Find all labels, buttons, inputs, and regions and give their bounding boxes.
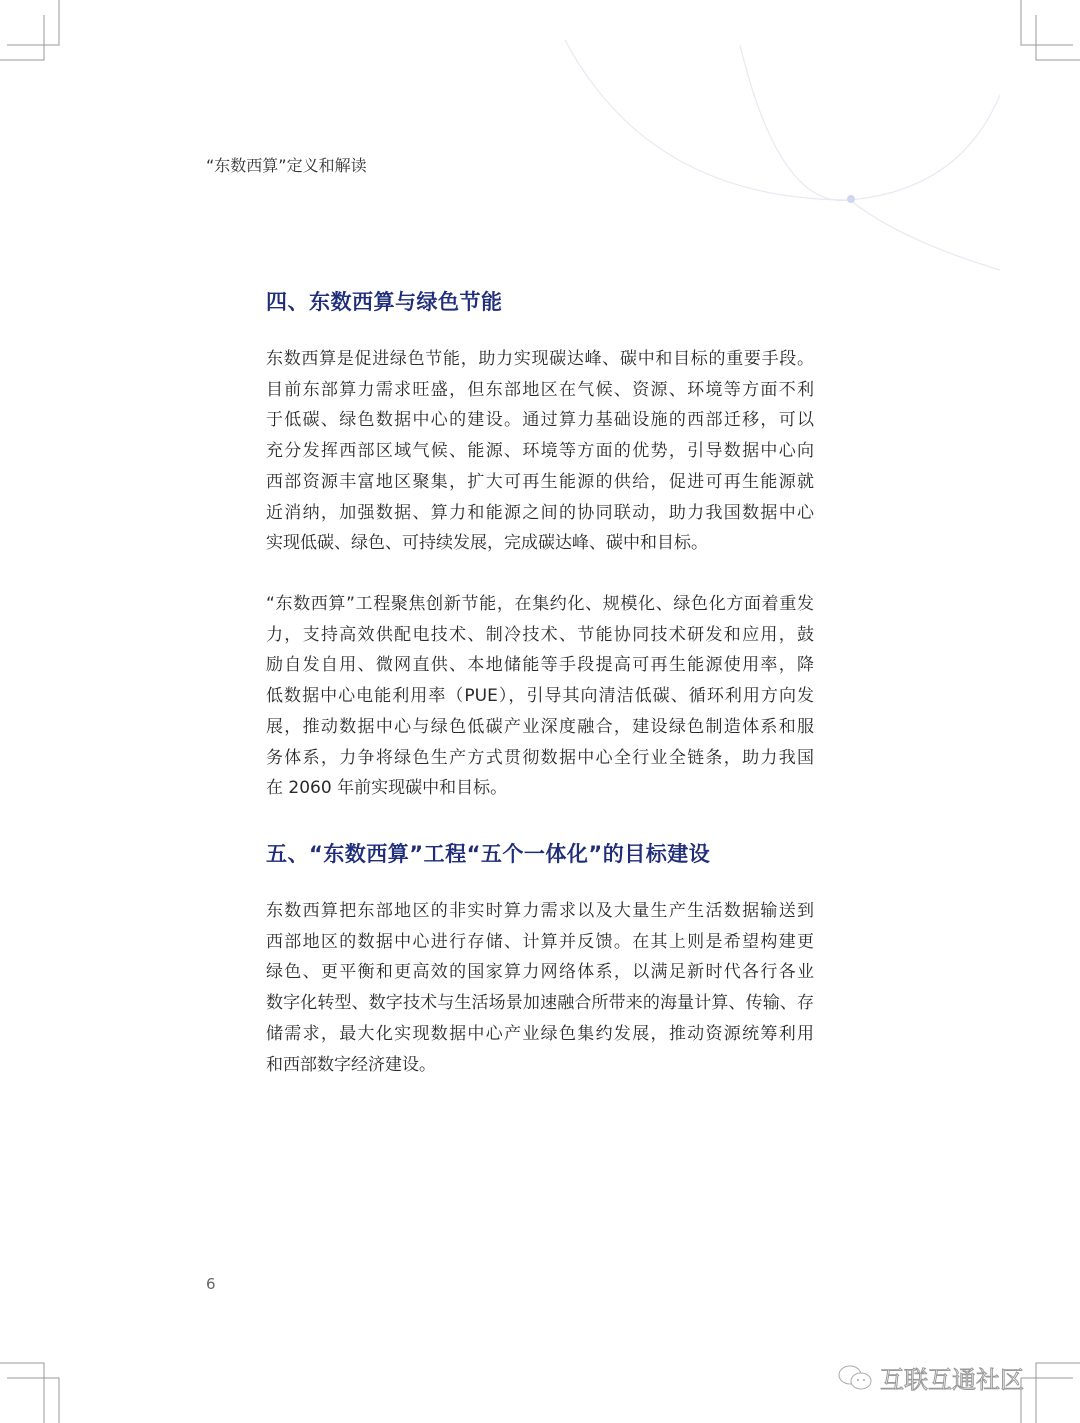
- text-line: 励自发自用、微网直供、本地储能等手段提高可再生能源使用率，降: [266, 655, 814, 676]
- text-line: 西部资源丰富地区聚集，扩大可再生能源的供给，促进可再生能源就: [266, 471, 814, 492]
- text-line: “东数西算”工程聚焦创新节能，在集约化、规模化、绿色化方面着重发: [266, 594, 814, 614]
- text-line: 和西部数字经济建设。: [266, 1054, 436, 1075]
- running-head: “东数西算”定义和解读: [206, 156, 367, 175]
- paragraph: [266, 344, 814, 559]
- text-line: 于低碳、绿色数据中心的建设。通过算力基础设施的西部迁移，可以: [266, 410, 814, 431]
- watermark: [836, 1360, 1024, 1395]
- text-line: 东数西算是促进绿色节能，助力实现碳达峰、碳中和目标的重要手段。: [266, 349, 814, 369]
- text-line: 低数据中心电能利用率（PUE），引导其向清洁低碳、循环利用方向发: [266, 686, 814, 707]
- text-line: 近消纳，加强数据、算力和能源之间的协同联动，助力我国数据中心: [266, 502, 814, 523]
- paragraph: [266, 589, 814, 804]
- text-line: 数字化转型、数字技术与生活场景加速融合所带来的海量计算、传输、存: [266, 993, 814, 1014]
- decorative-arcs: [565, 40, 1000, 270]
- wechat-icon: [836, 1363, 874, 1393]
- text-line: 西部地区的数据中心进行存储、计算并反馈。在其上则是希望构建更: [266, 931, 814, 952]
- text-line: 目前东部算力需求旺盛，但东部地区在气候、资源、环境等方面不利: [266, 379, 814, 400]
- section-heading: 四、东数西算与绿色节能: [266, 290, 503, 314]
- text-line: 力，支持高效供配电技术、制冷技术、节能协同技术研发和应用，鼓: [266, 624, 814, 645]
- text-line: 东数西算把东部地区的非实时算力需求以及大量生产生活数据输送到: [266, 901, 814, 921]
- text-line: 务体系，力争将绿色生产方式贯彻数据中心全行业全链条，助力我国: [266, 747, 814, 768]
- text-line: 展，推动数据中心与绿色低碳产业深度融合，建设绿色制造体系和服: [266, 716, 814, 737]
- text-line: 在 2060 年前实现碳中和目标。: [266, 778, 508, 799]
- text-line: 储需求，最大化实现数据中心产业绿色集约发展，推动资源统筹利用: [266, 1023, 814, 1044]
- decorative-dot: [847, 195, 855, 203]
- text-line: 充分发挥西部区域气候、能源、环境等方面的优势，引导数据中心向: [266, 441, 814, 462]
- watermark-text: 互联互通社区: [880, 1366, 1024, 1394]
- text-line: 绿色、更平衡和更高效的国家算力网络体系，以满足新时代各行各业: [266, 962, 814, 983]
- page-number: 6: [206, 1275, 216, 1293]
- section-heading: 五、“东数西算”工程“五个一体化”的目标建设: [266, 842, 711, 866]
- paragraph: [266, 896, 814, 1080]
- text-line: 实现低碳、绿色、可持续发展，完成碳达峰、碳中和目标。: [266, 533, 708, 554]
